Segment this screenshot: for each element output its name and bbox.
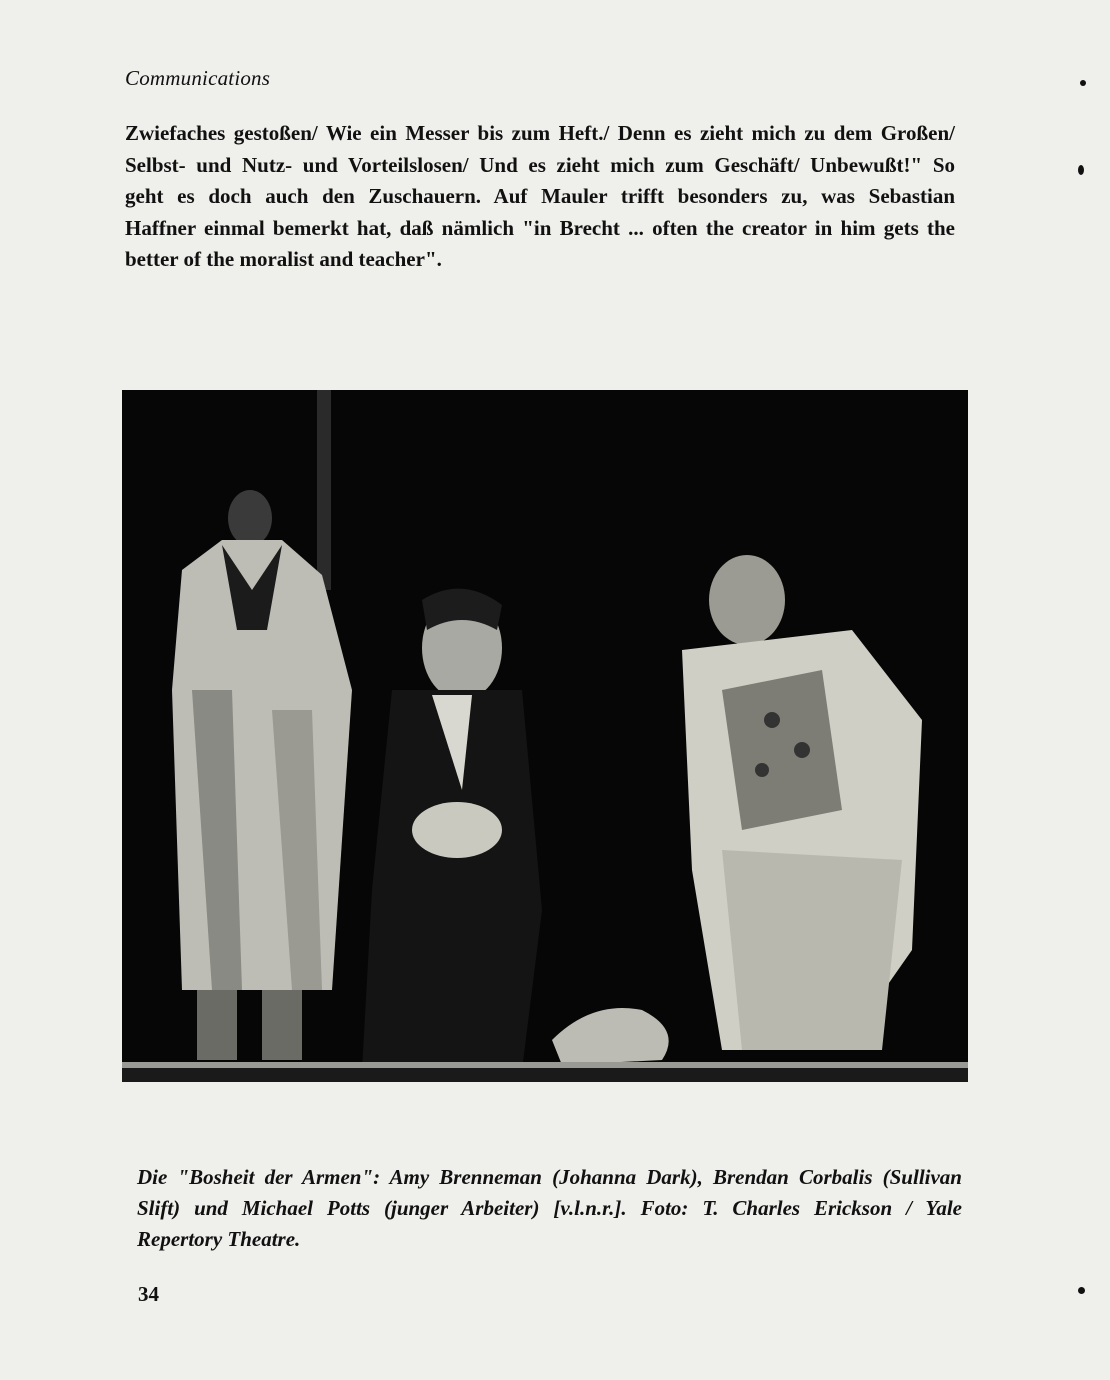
body-line: better of the moralist and teacher". bbox=[125, 247, 442, 271]
caption-line: Repertory Theatre. bbox=[137, 1227, 301, 1251]
stage-photograph bbox=[122, 390, 968, 1082]
caption-line: Die "Bosheit der Armen": Amy Brenneman (Johanna Dark), Brendan Corbalis (Sullivan bbox=[137, 1165, 962, 1189]
body-paragraph bbox=[125, 118, 955, 276]
page-number: 34 bbox=[138, 1282, 159, 1306]
body-line: Haffner einmal bemerkt hat, daß nämlich "in Brecht ... often the creator in him gets the bbox=[125, 215, 955, 240]
body-line: Selbst- und Nutz- und Vorteilslosen/ Und es zieht mich zum Geschäft/ Unbewußt!" So bbox=[125, 152, 955, 177]
caption-line: Slift) und Michael Potts (junger Arbeiter) [v.l.n.r.]. Foto: T. Charles Erickson / Yale bbox=[137, 1196, 962, 1220]
body-line: geht es doch auch den Zuschauern. Auf Mauler trifft besonders zu, was Sebastian bbox=[125, 184, 955, 208]
body-line: Zwiefaches gestoßen/ Wie ein Messer bis zum Heft./ Denn es zieht mich zu dem Großen/ bbox=[125, 121, 955, 145]
scan-speck bbox=[1078, 165, 1084, 175]
photo-caption bbox=[137, 1162, 962, 1255]
scan-speck bbox=[1078, 1287, 1085, 1294]
scan-speck bbox=[1080, 80, 1086, 86]
running-head: Communications bbox=[125, 66, 271, 90]
